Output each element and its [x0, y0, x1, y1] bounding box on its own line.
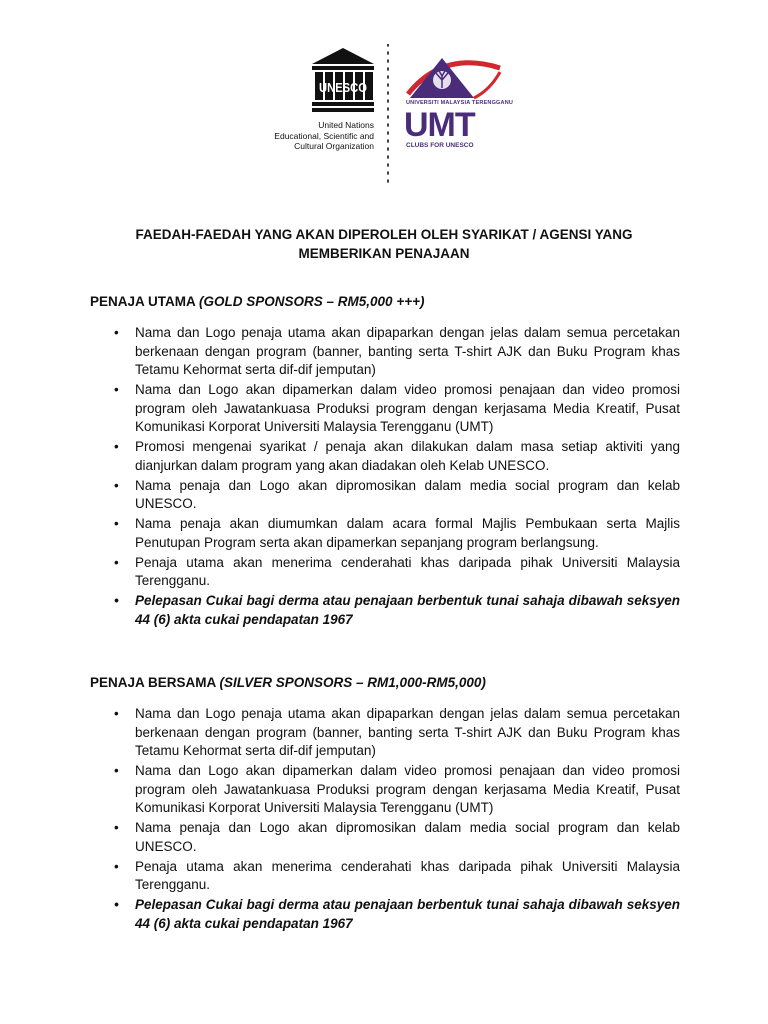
bullet-icon: •: [114, 554, 119, 570]
umt-wordmark: UMT: [404, 106, 475, 144]
umt-tagline: CLUBS FOR UNESCO: [406, 142, 474, 149]
benefit-list: [90, 324, 680, 629]
document-title: [90, 225, 678, 263]
list-item: [90, 381, 680, 437]
title-line: MEMBERIKAN PENAJAAN: [298, 246, 470, 261]
list-item: [90, 477, 680, 514]
benefit-list: [90, 705, 680, 933]
list-item-text: Nama dan Logo penaja utama akan dipaparkan dengan jelas dalam semua percetakan berkenaan dengan program (banner, banting serta T-shirt AJK dan Buku Program khas Tetamu Kehormat serta dif-dif jemputan): [135, 325, 680, 377]
list-item: [90, 515, 680, 552]
list-item: [90, 324, 680, 380]
section-heading-detail: (SILVER SPONSORS – RM1,000-RM5,000): [219, 675, 486, 690]
list-item-text: Nama penaja dan Logo akan dipromosikan dalam media social program dan kelab UNESCO.: [135, 820, 680, 854]
tax-exemption-item: [90, 592, 680, 629]
title-line: FAEDAH-FAEDAH YANG AKAN DIPEROLEH OLEH SYARIKAT / AGENSI YANG: [135, 227, 633, 242]
list-item: [90, 762, 680, 818]
unesco-caption-line: Cultural Organization: [294, 141, 374, 151]
list-item-text: Penaja utama akan menerima cenderahati khas daripada pihak Universiti Malaysia Terengganu.: [135, 554, 680, 588]
logo-header: [0, 0, 768, 200]
section-heading-label: PENAJA UTAMA: [90, 294, 200, 309]
umt-university-name: UNIVERSITI MALAYSIA TERENGGANU: [406, 100, 514, 106]
list-item-text: Nama dan Logo penaja utama akan dipaparkan dengan jelas dalam semua percetakan berkenaan dengan program (banner, banting serta T-shirt AJK dan Buku Program khas Tetamu Kehormat serta dif-dif jemputan): [135, 706, 680, 758]
unesco-name-text: UNESCO: [319, 80, 367, 95]
silver-sponsor-section: [90, 674, 680, 935]
list-item-text: Nama penaja dan Logo akan dipromosikan dalam media social program dan kelab UNESCO.: [135, 477, 680, 511]
unesco-logo: [262, 44, 382, 154]
list-item: [90, 554, 680, 591]
list-item-text: Nama dan Logo akan dipamerkan dalam video promosi penajaan dan video promosi program oleh Jawatankuasa Produksi program dengan kerjasama Media Kreatif, Pusat Komunikasi Korporat Universiti Malaysia Terengganu (UMT): [135, 382, 680, 434]
umt-emblem-icon: [398, 54, 508, 104]
bullet-icon: •: [114, 763, 119, 778]
unesco-caption-line: Educational, Scientific and: [274, 130, 374, 141]
section-heading-label: PENAJA BERSAMA: [90, 675, 220, 690]
section-heading: [90, 674, 680, 692]
list-item-text: Penaja utama akan menerima cenderahati khas daripada pihak Universiti Malaysia Terengganu.: [135, 858, 680, 892]
list-item-text: Nama penaja akan diumumkan dalam acara formal Majlis Pembukaan serta Majlis Penutupan Program serta akan dipamerkan sepanjang program berlangsung.: [135, 516, 680, 550]
list-item-text: Pelepasan Cukai bagi derma atau penajaan berbentuk tunai sahaja dibawah seksyen 44 (6) akta cukai pendapatan 1967: [135, 593, 680, 627]
list-item-text: Pelepasan Cukai bagi derma atau penajaan berbentuk tunai sahaja dibawah seksyen 44 (6) akta cukai pendapatan 1967: [135, 897, 680, 931]
bullet-icon: •: [114, 516, 119, 531]
unesco-caption: [274, 120, 374, 152]
bullet-icon: •: [114, 858, 119, 874]
list-item: [90, 438, 680, 475]
section-heading-detail: (GOLD SPONSORS – RM5,000 +++): [199, 294, 425, 309]
list-item: [90, 819, 680, 856]
unesco-temple-icon: [312, 48, 374, 116]
list-item: [90, 705, 680, 761]
unesco-caption-line: United Nations: [318, 120, 374, 130]
bullet-icon: •: [114, 477, 119, 493]
bullet-icon: •: [114, 820, 119, 835]
bullet-icon: •: [114, 706, 119, 721]
logo-divider: [386, 44, 390, 184]
bullet-icon: •: [114, 897, 119, 912]
bullet-icon: •: [114, 325, 119, 340]
section-heading: [90, 293, 680, 311]
umt-logo: [398, 54, 514, 154]
tax-exemption-item: [90, 896, 680, 933]
bullet-icon: •: [114, 439, 119, 454]
list-item-text: Promosi mengenai syarikat / penaja akan dilakukan dalam masa setiap aktiviti yang dianjurkan dalam program yang akan diadakan oleh Kelab UNESCO.: [135, 439, 680, 473]
gold-sponsor-section: [90, 293, 680, 631]
list-item: [90, 858, 680, 895]
bullet-icon: •: [114, 593, 119, 608]
list-item-text: Nama dan Logo akan dipamerkan dalam video promosi penajaan dan video promosi program oleh Jawatankuasa Produksi program dengan kerjasama Media Kreatif, Pusat Komunikasi Korporat Universiti Malaysia Terengganu (UMT): [135, 763, 680, 815]
bullet-icon: •: [114, 382, 119, 397]
